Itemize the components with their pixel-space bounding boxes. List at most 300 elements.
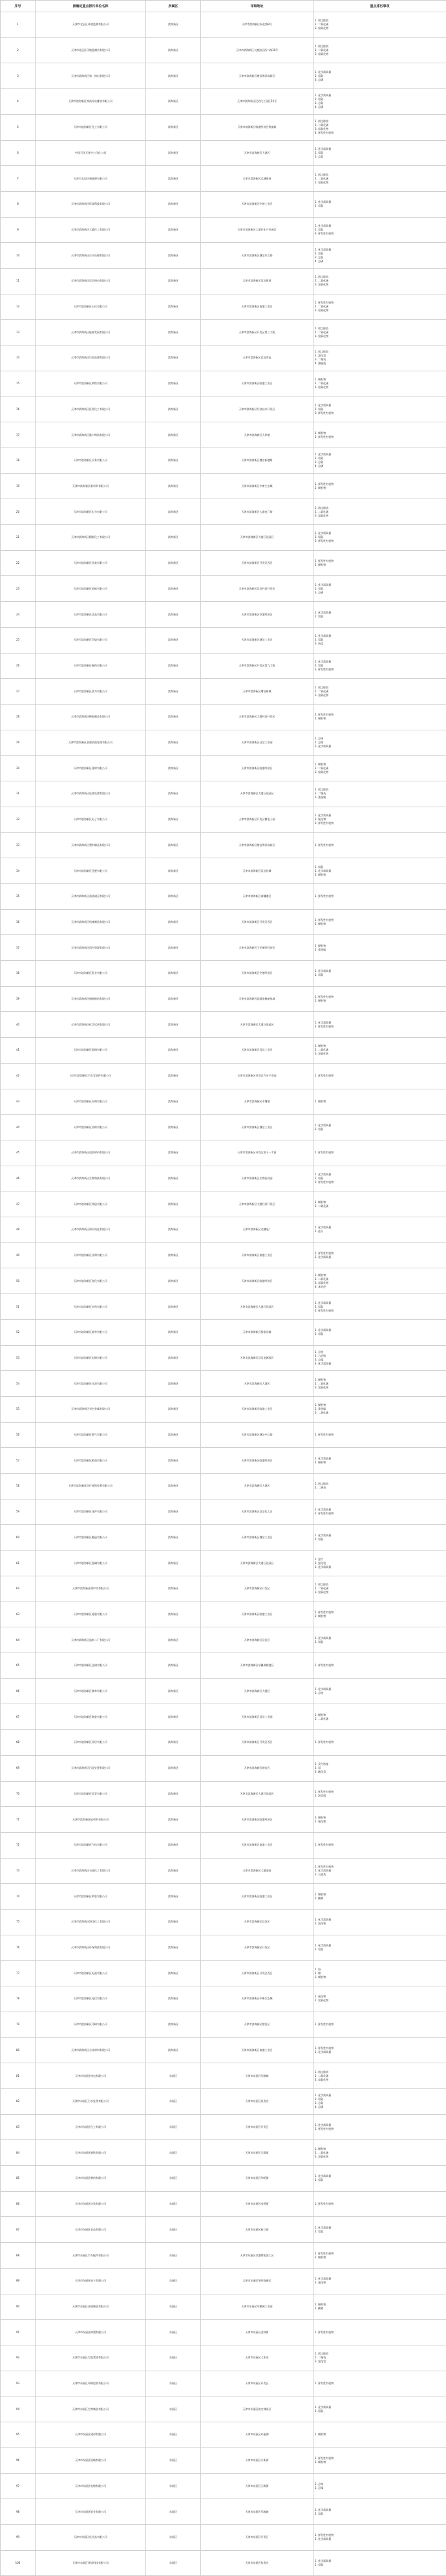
address: 天津市滨海新区临港经济区	[201, 1448, 313, 1474]
pollution-items: 1. 化学需氧量 2. 氨氮	[313, 602, 446, 628]
table-row	[1, 1704, 446, 1730]
table-row	[1, 781, 446, 807]
table-row	[1, 1935, 446, 1961]
pollution-items: 1. 颗粒物 2. 二氧化硫 3. 氮氧化物	[313, 371, 446, 397]
district: 滨海新区	[146, 294, 201, 320]
address: 天津市滨海新区临港经济区物流路	[201, 114, 313, 140]
table-row	[1, 37, 446, 63]
row-index: 37	[1, 935, 36, 961]
pollution-items: 1. 化学需氧量 2. 氨氮 3. 总氮 4. 总磷	[313, 2088, 446, 2114]
table-row	[1, 2371, 446, 2396]
pollution-items: 1. 颗粒物 2. 氟化物	[313, 1807, 446, 1833]
unit-name: 天津市滨海新区粮油有限公司	[36, 1448, 146, 1474]
unit-name: 天津市滨海新区硅材料有限公司	[36, 1807, 146, 1833]
row-index: 29	[1, 730, 36, 756]
table-row	[1, 627, 446, 653]
row-index: 59	[1, 1499, 36, 1525]
address: 天津市滨海新区北疆电厂	[201, 1217, 313, 1243]
address: 天津市滨海新区天津港	[201, 422, 313, 448]
unit-name: 天津市滨海新区化肥有限公司	[36, 858, 146, 884]
district: 滨海新区	[146, 1704, 201, 1730]
pollution-items: 1. 氨氮 2. 化学需氧量 3. 颗粒物	[313, 858, 446, 884]
unit-name: 天津市滨海新区钢管有限公司	[36, 1884, 146, 1910]
unit-name: 天津市滨海新区海洋化工有限公司	[36, 1910, 146, 1935]
table-row	[1, 576, 446, 602]
address: 天津市滨海新区临港经济区	[201, 756, 313, 781]
address: 天津市滨海新区汉沽化工区	[201, 1499, 313, 1525]
district: 东丽区	[146, 2166, 201, 2192]
district: 滨海新区	[146, 961, 201, 987]
pollution-items: 1. 挥发性有机物 2. 颗粒物	[313, 473, 446, 499]
row-index: 40	[1, 1012, 36, 1038]
unit-name: 天津市滨海新区电镀有限公司	[36, 1345, 146, 1371]
pollution-items: 1. 化学需氧量 2. 氨氮 3. 总氮 4. 总磷	[313, 448, 446, 473]
table-row	[1, 1653, 446, 1679]
district: 滨海新区	[146, 1474, 201, 1499]
row-index: 75	[1, 1910, 36, 1935]
address: 天津市东丽区航空商务区	[201, 2396, 313, 2422]
district: 滨海新区	[146, 217, 201, 243]
table-row	[1, 2243, 446, 2269]
address: 天津市滨海新区开发区汽车产业园	[201, 1063, 313, 1089]
pollution-items: 1. 挥发性有机物 2. 沥青烟	[313, 1781, 446, 1807]
row-index: 34	[1, 858, 36, 884]
pollution-items: 1. 挥发性有机物	[313, 1832, 446, 1858]
district: 滨海新区	[146, 1115, 201, 1140]
district: 滨海新区	[146, 832, 201, 858]
district: 滨海新区	[146, 986, 201, 1012]
table-row	[1, 2499, 446, 2525]
pollution-items: 1. 化学需氧量 2. 颗粒物	[313, 1448, 446, 1474]
unit-name: 天津市东丽区金属制品有限公司	[36, 2294, 146, 2320]
pollution-items: 1. 颗粒物 2. 二氧化硫	[313, 1191, 446, 1217]
district: 滨海新区	[146, 1832, 201, 1858]
unit-name: 天津市东丽区食品有限公司	[36, 2217, 146, 2243]
row-index: 56	[1, 1422, 36, 1448]
table-row	[1, 1422, 446, 1448]
row-index: 50	[1, 1268, 36, 1294]
table-row	[1, 1781, 446, 1807]
district: 滨海新区	[146, 1986, 201, 2012]
address: 天津市滨海新区塘沽工业区	[201, 627, 313, 653]
table-row	[1, 986, 446, 1012]
address: 天津市滨海新区杨北路9号	[201, 12, 313, 38]
row-index: 30	[1, 756, 36, 781]
pollution-items: 1. 化学需氧量 2. 氨氮	[313, 1627, 446, 1653]
unit-name: 天津市滨海新区有色金属有限公司	[36, 1396, 146, 1422]
row-index: 91	[1, 2320, 36, 2345]
unit-name: 天津市滨海新区电子有限公司	[36, 807, 146, 832]
unit-name: 天津市滨海新区焦化有限公司	[36, 1268, 146, 1294]
pollution-items: 1. 挥发性有机物 2. 颗粒物	[313, 2243, 446, 2269]
row-index: 51	[1, 1294, 36, 1320]
table-row	[1, 1499, 446, 1525]
table-row	[1, 525, 446, 551]
address: 天津市滨海新区汉沽化工园区52号	[201, 89, 313, 115]
address: 天津市滨海新区汉沽营城	[201, 858, 313, 884]
district: 滨海新区	[146, 576, 201, 602]
address: 天津市滨海新区塘沽新城	[201, 679, 313, 705]
district: 滨海新区	[146, 1602, 201, 1627]
address: 天津市滨海新区空港经济区	[201, 961, 313, 987]
pollution-items: 1. 化学需氧量 2. 氨氮	[313, 2166, 446, 2192]
unit-name: 天津市滨海新区屠宰有限公司	[36, 1319, 146, 1345]
address: 天津市滨海新区大港油田西二路10号	[201, 37, 313, 63]
district: 滨海新区	[146, 422, 201, 448]
table-row	[1, 1755, 446, 1781]
unit-name: 天津市滨海新区水务有限公司	[36, 448, 146, 473]
district: 东丽区	[146, 2550, 201, 2576]
address: 天津市滨海新区北塘街道	[201, 166, 313, 192]
address: 天津市滨海新区中新生态城	[201, 473, 313, 499]
unit-name: 天津市滨海新区机械制造有限公司	[36, 909, 146, 935]
unit-name: 天津市滨海新区再生资源有限公司	[36, 935, 146, 961]
unit-name: 天津市东丽区电子有限公司	[36, 2268, 146, 2294]
row-index: 52	[1, 1319, 36, 1345]
district: 滨海新区	[146, 397, 201, 422]
district: 滨海新区	[146, 883, 201, 909]
district: 滨海新区	[146, 602, 201, 628]
table-row	[1, 63, 446, 89]
row-index: 18	[1, 448, 36, 473]
address: 天津市东丽区华明高新区	[201, 2268, 313, 2294]
table-row	[1, 448, 446, 473]
table-row	[1, 909, 446, 935]
unit-name: 天津市东丽区橡塑有限公司	[36, 2320, 146, 2345]
row-index: 13	[1, 320, 36, 345]
address: 天津市东丽区军粮城	[201, 2499, 313, 2525]
district: 滨海新区	[146, 1884, 201, 1910]
header-district: 所属区	[146, 1, 201, 12]
unit-name: 天津市滨海新区铸造有限公司	[36, 1191, 146, 1217]
row-index: 94	[1, 2396, 36, 2422]
table-row	[1, 2447, 446, 2473]
row-index: 26	[1, 653, 36, 679]
district: 东丽区	[146, 2473, 201, 2499]
row-index: 80	[1, 2037, 36, 2063]
district: 滨海新区	[146, 1089, 201, 1115]
address: 天津市滨海新区杨家泊镇	[201, 1319, 313, 1345]
table-row	[1, 2422, 446, 2448]
pollution-items: 1. 颗粒物 2. 酸雾	[313, 2294, 446, 2320]
row-index: 10	[1, 243, 36, 269]
unit-name: 天津市滨海新区仓储有限公司	[36, 1653, 146, 1679]
unit-name: 天津市滨海新区大港化工有限公司	[36, 217, 146, 243]
unit-name: 天津市滨海新区钢铁有限公司	[36, 371, 146, 397]
table-row	[1, 1474, 446, 1499]
row-index: 88	[1, 2243, 36, 2269]
address: 天津市滨海新区大港油田	[201, 1858, 313, 1884]
row-index: 54	[1, 1371, 36, 1397]
pollution-items: 1. 烟尘排放 2. 二氧化硫 3. 氮氧化物	[313, 166, 446, 192]
unit-name: 天津市滨海新区电力有限公司	[36, 499, 146, 525]
pollution-items: 1. 挥发性有机物	[313, 883, 446, 909]
row-index: 98	[1, 2499, 36, 2525]
district: 滨海新区	[146, 525, 201, 551]
address: 天津市滨海新区开发区西区	[201, 1961, 313, 1986]
unit-name: 天津市滨海新区医药化工有限公司	[36, 397, 146, 422]
unit-name: 天津市滨海新区轮胎有限公司	[36, 1602, 146, 1627]
district: 滨海新区	[146, 550, 201, 576]
row-index: 67	[1, 1704, 36, 1730]
unit-name: 天津市滨海新区涂装有限公司	[36, 550, 146, 576]
row-index: 1	[1, 12, 36, 38]
unit-name: 天津市滨海新区光伏有限公司	[36, 1986, 146, 2012]
unit-name: 天津市滨海新区油品储运有限公司	[36, 883, 146, 909]
district: 东丽区	[146, 2345, 201, 2371]
pollution-items: 1. 化学需氧量 2. 总铬	[313, 1678, 446, 1704]
pollution-items: 1. 化学需氧量 2. 氨氮	[313, 2499, 446, 2525]
address: 天津市滨海新区临港工业区	[201, 1396, 313, 1422]
pollution-items: 1. 化学需氧量 2. 氨氮	[313, 1319, 446, 1345]
table-row	[1, 243, 446, 269]
table-row	[1, 883, 446, 909]
address: 天津市东丽区张贵庄	[201, 2550, 313, 2576]
district: 滨海新区	[146, 1653, 201, 1679]
address: 天津市东丽区开发区	[201, 2524, 313, 2550]
row-index: 43	[1, 1089, 36, 1115]
unit-name: 天津市滨海新区建材有限公司	[36, 756, 146, 781]
pollution-items: 1. 颗粒物 2. 二氧化硫 3. 氮氧化物	[313, 756, 446, 781]
district: 滨海新区	[146, 1551, 201, 1576]
pollution-items: 1. 颗粒物 2. 二氧化硫 3. 氮氧化物 4. 苯并芘	[313, 1268, 446, 1294]
unit-name: 天津市东丽区制药有限公司	[36, 2166, 146, 2192]
pollution-items: 1. 化学需氧量 2. 氨氮	[313, 2550, 446, 2576]
unit-name: 天津市东丽区化学品有限公司	[36, 2524, 146, 2550]
unit-name: 天津市东丽区涂装有限公司	[36, 2191, 146, 2217]
row-index: 78	[1, 1986, 36, 2012]
pollution-items: 1. 挥发性有机物	[313, 2191, 446, 2217]
unit-name: 天津市滨海新区化学试剂有限公司	[36, 1012, 146, 1038]
table-row	[1, 2063, 446, 2089]
row-index: 15	[1, 371, 36, 397]
table-row	[1, 269, 446, 294]
unit-name: 天津市滨海新区印染有限公司	[36, 627, 146, 653]
address: 天津市东丽区空港物流加工区	[201, 2243, 313, 2269]
unit-name: 天津市滨海新区橡胶制品有限公司	[36, 704, 146, 730]
address: 天津市滨海新区开发区微电子园	[201, 807, 313, 832]
pollution-items: 1. 化学需氧量 2. 氨氮	[313, 1525, 446, 1551]
row-index: 8	[1, 191, 36, 217]
district: 滨海新区	[146, 269, 201, 294]
address: 天津市滨海新区南疆港区	[201, 883, 313, 909]
district: 滨海新区	[146, 1140, 201, 1166]
row-index: 72	[1, 1832, 36, 1858]
district: 滨海新区	[146, 1063, 201, 1089]
row-index: 62	[1, 1576, 36, 1602]
district: 滨海新区	[146, 243, 201, 269]
row-index: 17	[1, 422, 36, 448]
address: 天津市东丽区新立街	[201, 2217, 313, 2243]
row-index: 31	[1, 781, 36, 807]
table-row	[1, 1115, 446, 1140]
unit-name: 天津市东丽区环境科技有限公司	[36, 2550, 146, 2576]
row-index: 60	[1, 1525, 36, 1551]
pollution-items: 1. 挥发性有机物 2. 颗粒物	[313, 1602, 446, 1627]
table-row	[1, 1678, 446, 1704]
district: 滨海新区	[146, 1525, 201, 1551]
row-index: 63	[1, 1602, 36, 1627]
table-row	[1, 12, 446, 38]
district: 滨海新区	[146, 1910, 201, 1935]
row-index: 68	[1, 1730, 36, 1756]
pollution-items: 1. 烟尘排放 2. 二噁英 3. 氯化氢	[313, 2345, 446, 2371]
unit-name: 天津市滨海新区污泥处置有限公司	[36, 1755, 146, 1781]
table-row	[1, 653, 446, 679]
address: 天津市东丽区军粮城	[201, 2063, 313, 2089]
address: 天津市滨海新区大港石化园区	[201, 1551, 313, 1576]
row-index: 25	[1, 627, 36, 653]
table-row	[1, 1730, 446, 1756]
table-row	[1, 294, 446, 320]
address: 天津市滨海新区塘沽区	[201, 2012, 313, 2037]
header-items: 重点排污事项	[313, 1, 446, 12]
address: 天津市滨海新区塘沽东江路	[201, 243, 313, 269]
pollution-items: 1. 挥发性有机物 2. 化学需氧量	[313, 2037, 446, 2063]
pollution-items: 1. 挥发性有机物 2. 颗粒物	[313, 2447, 446, 2473]
district: 东丽区	[146, 2088, 201, 2114]
row-index: 49	[1, 1242, 36, 1268]
unit-name: 天津市滨海新区化纤有限公司	[36, 1499, 146, 1525]
unit-name: 天津市滨海新区生物科技有限公司	[36, 1166, 146, 1191]
pollution-items: 1. 化学需氧量 2. 挥发性有机物	[313, 2114, 446, 2140]
address: 天津市滨海新区汉沽茶淀	[201, 345, 313, 371]
row-index: 73	[1, 1858, 36, 1884]
table-row	[1, 1012, 446, 1038]
pollution-items: 1. 挥发性有机物 2. 化学需氧量	[313, 2524, 446, 2550]
table-row	[1, 1396, 446, 1422]
pollution-items: 1. 颗粒物 2. 酸雾	[313, 1884, 446, 1910]
row-index: 84	[1, 2140, 36, 2166]
row-index: 22	[1, 550, 36, 576]
pollution-items: 1. 烟尘排放 2. 二氧化硫 3. 氮氧化物	[313, 679, 446, 705]
unit-name: 天津市滨海新区纺织有限公司	[36, 1115, 146, 1140]
address: 天津市滨海新区塘沽海洋高新区	[201, 63, 313, 89]
unit-name: 天津市滨海新区包装材料有限公司	[36, 1140, 146, 1166]
table-row	[1, 1858, 446, 1884]
district: 东丽区	[146, 2114, 201, 2140]
address: 天津市东丽区开发区	[201, 2371, 313, 2396]
row-index: 2	[1, 37, 36, 63]
table-row	[1, 1832, 446, 1858]
address: 天津市东丽区开发区	[201, 2114, 313, 2140]
district: 滨海新区	[146, 37, 201, 63]
row-index: 24	[1, 602, 36, 628]
row-index: 74	[1, 1884, 36, 1910]
district: 滨海新区	[146, 1038, 201, 1064]
unit-name: 天津市东丽区机械有限公司	[36, 2447, 146, 2473]
address: 天津市滨海新区空港经济区	[201, 602, 313, 628]
table-row	[1, 2114, 446, 2140]
table-row	[1, 2191, 446, 2217]
table-row	[1, 191, 446, 217]
pollution-items: 1. 挥发性有机物 2. 颗粒物	[313, 704, 446, 730]
district: 滨海新区	[146, 730, 201, 756]
table-row	[1, 1627, 446, 1653]
district: 滨海新区	[146, 473, 201, 499]
pollution-items: 1. 挥发性有机物 2. 二氧化硫 3. 氮氧化物	[313, 294, 446, 320]
address: 天津市滨海新区临港工业区	[201, 371, 313, 397]
table-row	[1, 1089, 446, 1115]
address: 天津市滨海新区中塘镇	[201, 1089, 313, 1115]
district: 东丽区	[146, 2217, 201, 2243]
table-row	[1, 858, 446, 884]
address: 天津市滨海新区大港经济开发区	[201, 704, 313, 730]
row-index: 23	[1, 576, 36, 602]
row-index: 7	[1, 166, 36, 192]
address: 天津市滨海新区临港经济区	[201, 1807, 313, 1833]
row-index: 12	[1, 294, 36, 320]
address: 天津市滨海新区大港石化产业园区	[201, 217, 313, 243]
row-index: 76	[1, 1935, 36, 1961]
row-index: 21	[1, 525, 36, 551]
unit-name: 天津市东丽区汽车配件有限公司	[36, 2243, 146, 2269]
district: 滨海新区	[146, 12, 201, 38]
address: 天津市东丽区东丽湖	[201, 2422, 313, 2448]
address: 天津市滨海新区汉沽街道	[201, 269, 313, 294]
unit-name: 天津市滨海新区造纸二厂有限公司	[36, 1627, 146, 1653]
pollution-items: 1. 颗粒物 2. 挥发性有机物	[313, 422, 446, 448]
district: 滨海新区	[146, 1781, 201, 1807]
address: 天津市滨海新区汉沽区	[201, 1627, 313, 1653]
unit-name: 天津市东丽区电镀有限公司	[36, 2473, 146, 2499]
district: 滨海新区	[146, 1268, 201, 1294]
district: 东丽区	[146, 2447, 201, 2473]
header-index: 序号	[1, 1, 36, 12]
unit-name: 天津市北辰区新能源有限公司	[36, 166, 146, 192]
pollution-items: 1. 挥发性有机物	[313, 1653, 446, 1679]
row-index: 46	[1, 1166, 36, 1191]
address: 天津市滨海新区开发区西区	[201, 550, 313, 576]
row-index: 6	[1, 140, 36, 166]
unit-name: 天津市滨海新区垃圾处理有限公司	[36, 345, 146, 371]
district: 东丽区	[146, 2499, 201, 2525]
address: 天津市滨海新区塘沽工业区	[201, 1525, 313, 1551]
row-index: 19	[1, 473, 36, 499]
district: 东丽区	[146, 2063, 201, 2089]
pollution-items: 1. 颗粒物 2. 重金属	[313, 935, 446, 961]
pollution-items: 1. 铅 2. 镍 3. 颗粒物	[313, 1961, 446, 1986]
row-index: 20	[1, 499, 36, 525]
district: 东丽区	[146, 2422, 201, 2448]
unit-name: 天津市东丽区纸业有限公司	[36, 2499, 146, 2525]
district: 东丽区	[146, 2140, 201, 2166]
table-row	[1, 935, 446, 961]
district: 滨海新区	[146, 166, 201, 192]
district: 滨海新区	[146, 1499, 201, 1525]
unit-name: 天津市滨海新区乳业有限公司	[36, 961, 146, 987]
table-row	[1, 114, 446, 140]
district: 滨海新区	[146, 1576, 201, 1602]
pollution-items: 1. 化学需氧量 2. 盐分	[313, 1217, 446, 1243]
table-row	[1, 1217, 446, 1243]
row-index: 95	[1, 2422, 36, 2448]
table-row	[1, 2473, 446, 2499]
unit-name: 天津市东丽区建材有限公司	[36, 2422, 146, 2448]
district: 滨海新区	[146, 1012, 201, 1038]
address: 天津市滨海新区大港区	[201, 140, 313, 166]
table-row	[1, 1551, 446, 1576]
table-row	[1, 2012, 446, 2037]
pollution-items: 1. 烟尘排放 2. 氯化氢 3. 二噁英 4. 渗滤液	[313, 345, 446, 371]
address: 天津市东丽区金钟街	[201, 2320, 313, 2345]
row-index: 90	[1, 2294, 36, 2320]
row-index: 3	[1, 63, 36, 89]
table-row	[1, 1140, 446, 1166]
unit-name: 天津市滨海新区船舶修造有限公司	[36, 986, 146, 1012]
unit-name: 天津市滨海新区造纸有限公司	[36, 576, 146, 602]
unit-name: 天津市滨海新区酿造有限公司	[36, 1525, 146, 1551]
